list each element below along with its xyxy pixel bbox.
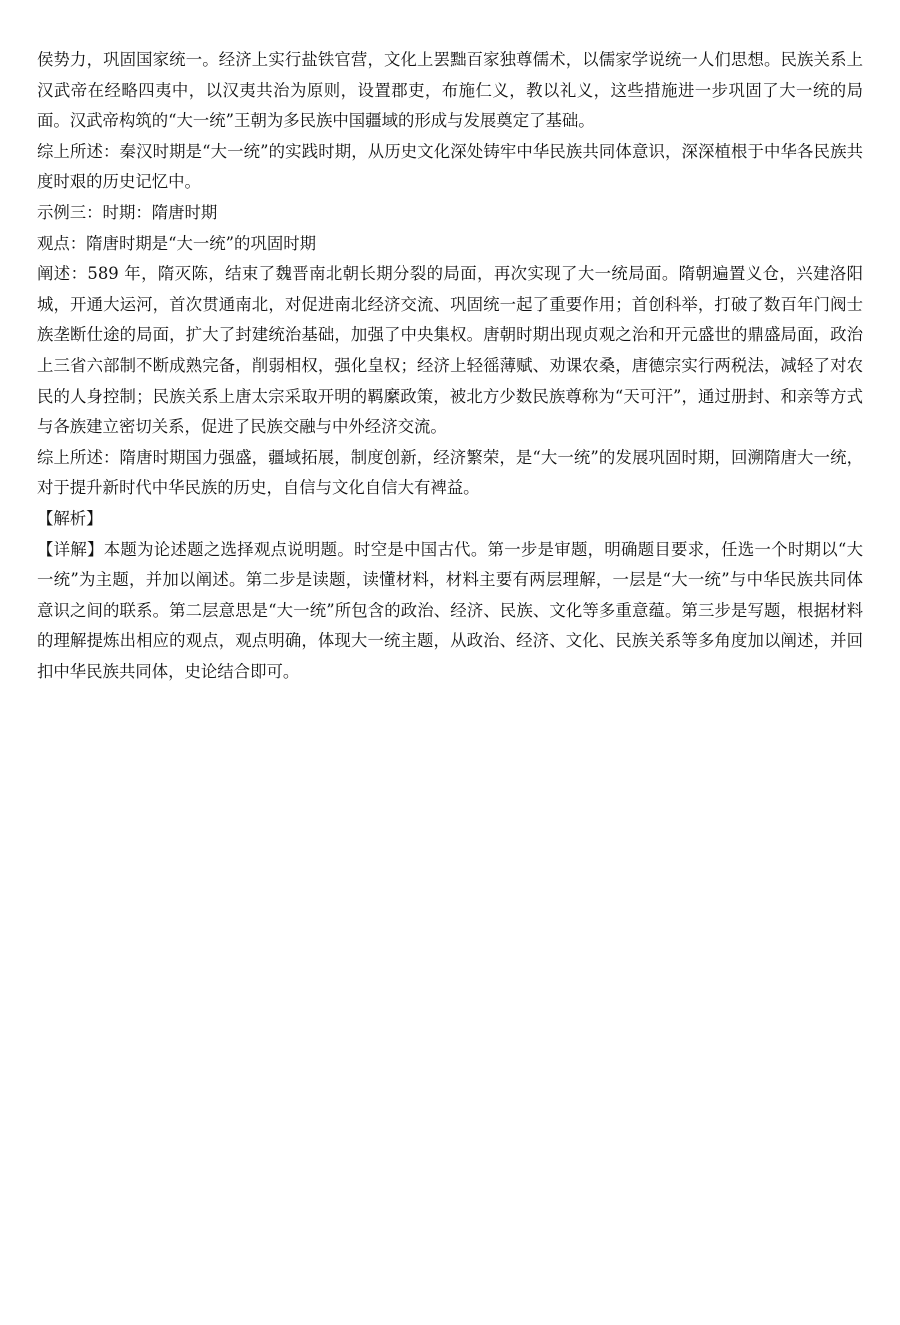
document-body	[37, 45, 863, 687]
paragraph-sui-tang-elaboration: 阐述：589 年，隋灭陈，结束了魏晋南北朝长期分裂的局面，再次实现了大一统局面。隋朝遍置义仓，兴建洛阳城，开通大运河，首次贯通南北，对促进南北经济交流、巩固统一起了重要作用；首创科举，打破了数百年门阀士族垄断仕途的局面，扩大了封建统治基础，加强了中央集权。唐朝时期出现贞观之治和开元盛世的鼎盛局面，政治上三省六部制不断成熟完备，削弱相权，强化皇权；经济上轻徭薄赋、劝课农桑，唐德宗实行两税法，减轻了对农民的人身控制；民族关系上唐太宗采取开明的羁縻政策，被北方少数民族尊称为“天可汗”，通过册封、和亲等方式与各族建立密切关系，促进了民族交融与中外经济交流。	[37, 264, 863, 437]
paragraph-detailed-explanation: 【详解】本题为论述题之选择观点说明题。时空是中国古代。第一步是审题，明确题目要求，任选一个时期以“大一统”为主题，并加以阐述。第二步是读题，读懂材料，材料主要有两层理解，一层是“大一统”与中华民族共同体意识之间的联系。第二层意思是“大一统”所包含的政治、经济、民族、文化等多重意蕴。第三步是写题，根据材料的理解提炼出相应的观点，观点明确，体现大一统主题，从政治、经济、文化、民族关系等多角度加以阐述，并回扣中华民族共同体，史论结合即可。	[37, 539, 863, 681]
paragraph-qin-han-continued: 侯势力，巩固国家统一。经济上实行盐铁官营，文化上罢黜百家独尊儒术，以儒家学说统一人们思想。民族关系上汉武帝在经略四夷中，以汉夷共治为原则，设置郡吏，布施仁义，教以礼义，这些措施进一步巩固了大一统的局面。汉武帝构筑的“大一统”王朝为多民族中国疆域的形成与发展奠定了基础。	[37, 50, 863, 131]
paragraph-example-three-period: 示例三：时期：隋唐时期	[37, 202, 218, 222]
paragraph-sui-tang-summary: 综上所述：隋唐时期国力强盛，疆域拓展，制度创新，经济繁荣，是“大一统”的发展巩固时期，回溯隋唐大一统，对于提升新时代中华民族的历史，自信与文化自信大有裨益。	[37, 447, 863, 498]
paragraph-example-three-viewpoint: 观点：隋唐时期是“大一统”的巩固时期	[37, 233, 317, 253]
paragraph-qin-han-summary: 综上所述：秦汉时期是“大一统”的实践时期，从历史文化深处铸牢中华民族共同体意识，深深植根于中华各民族共度时艰的历史记忆中。	[37, 141, 863, 192]
analysis-heading: 【解析】	[37, 508, 103, 528]
